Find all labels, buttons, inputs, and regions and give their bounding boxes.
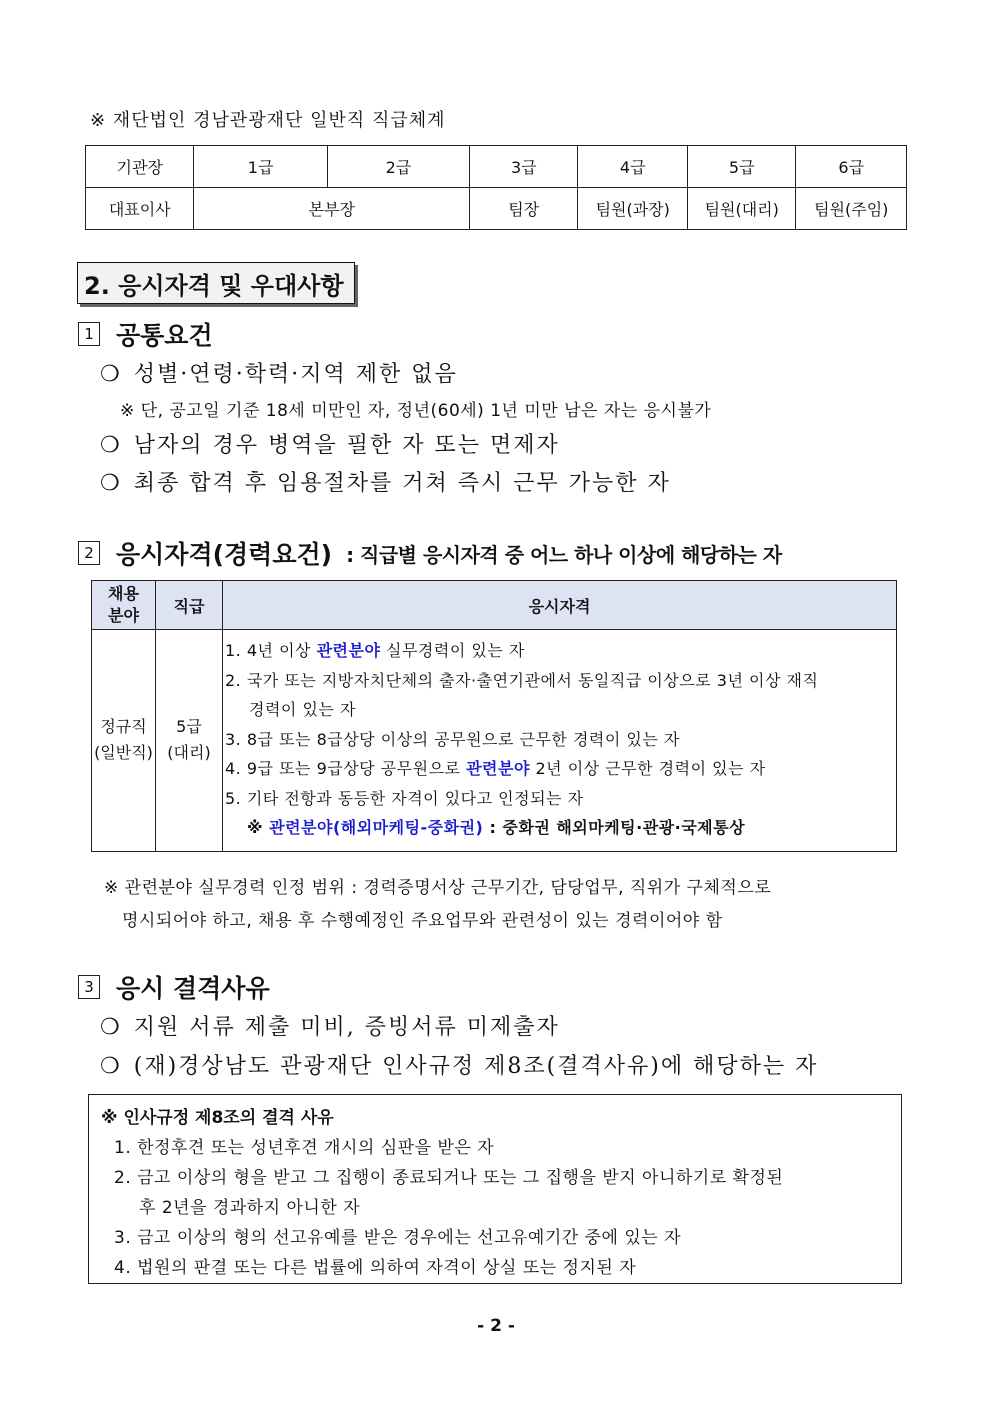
bullet-circle-icon: ❍ — [100, 1054, 122, 1079]
header-grade: 직급 — [156, 581, 223, 630]
qualification-title: 응시자격(경력요건) — [116, 540, 333, 569]
bullet-circle-icon: ❍ — [100, 433, 122, 458]
list-item: 3. 8급 또는 8급상당 이상의 공무원으로 근무한 경력이 있는 자 — [225, 729, 680, 749]
grade-cell: 5급 (대리) — [156, 630, 223, 852]
grade-cell: 기관장 — [86, 146, 194, 188]
common-requirements-heading — [78, 316, 213, 352]
experience-footnote: ※ 관련분야 실무경력 인정 범위 : 경력증명서상 근무기간, 담당업무, 직위가 구체적으로 명시되어야 하고, 채용 후 수행예정인 주요업무와 관련성이 있는 경력이어야 함 — [104, 878, 772, 931]
bullet-circle-icon: ❍ — [100, 471, 122, 496]
list-item: 4. 법원의 판결 또는 다른 법률에 의하여 자격이 상실 또는 정지된 자 — [114, 1258, 637, 1278]
section-number-box: 2 — [78, 541, 100, 565]
title-cell: 팀원(대리) — [687, 188, 796, 230]
list-item: 1. 한정후견 또는 성년후견 개시의 심판을 받은 자 — [114, 1138, 495, 1158]
disqualification-heading — [78, 969, 270, 1005]
disqualification-box — [88, 1094, 902, 1284]
qualification-cell — [223, 630, 897, 852]
qualification-row — [92, 630, 897, 852]
grade-table-title-row — [86, 188, 907, 230]
bullet-circle-icon: ❍ — [100, 362, 122, 387]
disqualification-title: 응시 결격사유 — [116, 974, 270, 1003]
grade-cell: 1급 — [194, 146, 327, 188]
grade-cell: 3급 — [470, 146, 578, 188]
page-number: - 2 - — [477, 1316, 515, 1336]
title-cell: 본부장 — [194, 188, 470, 230]
list-item: 3. 금고 이상의 형의 선고유예를 받은 경우에는 선고유예기간 중에 있는 자 — [114, 1228, 681, 1248]
grade-table — [85, 145, 907, 230]
grade-system-note: ※ 재단법인 경남관광재단 일반직 직급체계 — [90, 110, 446, 131]
grade-cell: 6급 — [796, 146, 907, 188]
list-item: 2. 국가 또는 지방자치단체의 출자·출연기관에서 동일직급 이상으로 3년 이상 재직 — [225, 670, 819, 690]
common-requirements-title: 공통요건 — [116, 321, 213, 350]
bullet-circle-icon: ❍ — [100, 1015, 122, 1040]
grade-cell: 5급 — [687, 146, 796, 188]
title-cell: 팀원(과장) — [578, 188, 687, 230]
related-field-note: ※ 관련분야(해외마케팅-중화권) : 중화권 해외마케팅·관광·국제통상 — [247, 818, 746, 837]
disqualification-item: ❍ 지원 서류 제출 미비, 증빙서류 미제출자 — [100, 1015, 560, 1040]
title-cell: 팀원(주임) — [796, 188, 907, 230]
header-field: 채용 분야 — [92, 581, 156, 630]
age-note: ※ 단, 공고일 기준 18세 미만인 자, 정년(60세) 1년 미만 남은 자는 응시불가 — [120, 401, 712, 421]
qualification-list — [223, 630, 896, 851]
box-title: ※ 인사규정 제8조의 결격 사유 — [101, 1108, 334, 1128]
list-item-continued: 경력이 있는 자 — [249, 700, 356, 719]
qualification-heading — [78, 535, 782, 571]
common-item: ❍ 남자의 경우 병역을 필한 자 또는 면제자 — [100, 433, 560, 458]
grade-table-header-row — [86, 146, 907, 188]
common-item: ❍ 성별·연령·학력·지역 제한 없음 — [100, 362, 458, 387]
grade-cell: 2급 — [327, 146, 469, 188]
common-item: ❍ 최종 합격 후 임용절차를 거쳐 즉시 근무 가능한 자 — [100, 471, 671, 496]
section-title: 2. 응시자격 및 우대사항 — [77, 262, 355, 304]
list-item: 4. 9급 또는 9급상당 공무원으로 관련분야 2년 이상 근무한 경력이 있는 자 — [225, 759, 766, 778]
title-cell: 대표이사 — [86, 188, 194, 230]
list-item-continued: 후 2년을 경과하지 아니한 자 — [139, 1198, 361, 1218]
list-item: 5. 기타 전항과 동등한 자격이 있다고 인정되는 자 — [225, 788, 584, 808]
list-item: 1. 4년 이상 관련분야 실무경력이 있는 자 — [225, 641, 525, 660]
qualification-table — [91, 580, 897, 852]
header-qualification: 응시자격 — [223, 581, 897, 630]
field-cell: 정규직 (일반직) — [92, 630, 156, 852]
qualification-header-row — [92, 581, 897, 630]
title-cell: 팀장 — [470, 188, 578, 230]
section-number-box: 1 — [78, 322, 100, 346]
list-item: 2. 금고 이상의 형을 받고 그 집행이 종료되거나 또는 그 집행을 받지 아니하기로 확정된 — [114, 1168, 784, 1188]
qualification-subtitle: : 직급별 응시자격 중 어느 하나 이상에 해당하는 자 — [346, 542, 782, 567]
grade-cell: 4급 — [578, 146, 687, 188]
disqualification-item: ❍ (재)경상남도 관광재단 인사규정 제8조(결격사유)에 해당하는 자 — [100, 1054, 819, 1079]
section-number-box: 3 — [78, 975, 100, 999]
